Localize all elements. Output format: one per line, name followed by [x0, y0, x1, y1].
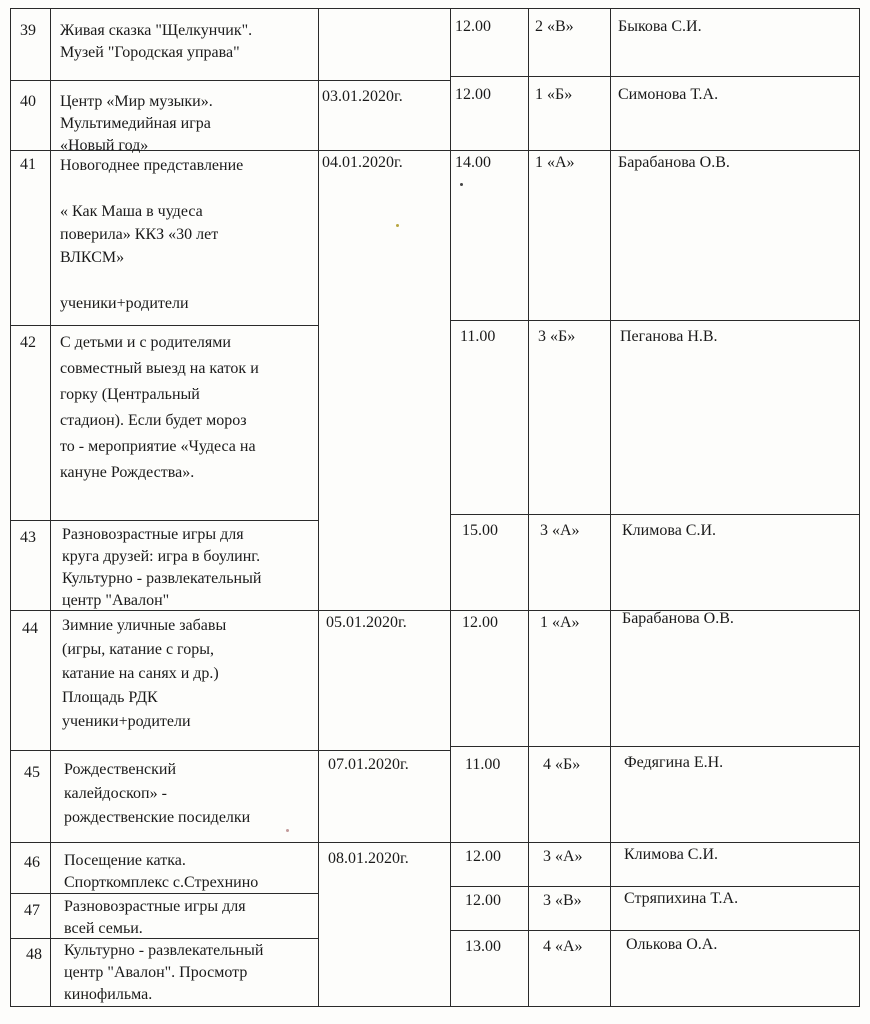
table-line	[528, 8, 529, 1006]
table-line	[10, 8, 11, 1006]
table-line	[450, 514, 860, 515]
event-date: 03.01.2020г.	[322, 88, 403, 105]
teacher-name: Климова С.И.	[622, 522, 717, 539]
row-number: 39	[20, 22, 36, 39]
event-time: 12.00	[455, 86, 491, 103]
table-line	[10, 1006, 860, 1007]
event-time: 11.00	[465, 756, 501, 773]
event-time: 12.00	[465, 892, 501, 909]
table-line	[450, 930, 860, 931]
event-description: Живая сказка "Щелкунчик". Музей "Городская управа"	[60, 22, 253, 61]
event-description: Разновозрастные игры для круга друзей: игра в боулинг. Культурно - развлекательный центр "Авалон"	[62, 526, 262, 609]
event-description: Культурно - развлекательный центр "Авалон". Просмотр кинофильма.	[64, 942, 264, 1003]
table-line	[859, 8, 860, 1006]
table-line	[10, 325, 318, 326]
class-name: 1 «А»	[535, 154, 575, 171]
table-line	[450, 746, 860, 747]
scan-speck	[286, 829, 289, 832]
event-time: 12.00	[465, 848, 501, 865]
event-time: 11.00	[460, 328, 496, 345]
table-line	[50, 8, 51, 1006]
row-number: 48	[26, 946, 42, 963]
teacher-name: Барабанова О.В.	[622, 610, 734, 627]
event-description: Новогоднее представление « Как Маша в чудеса поверила» ККЗ «30 лет ВЛКСМ» ученики+родители	[60, 157, 244, 312]
table-line	[450, 8, 451, 1006]
event-description: Рождественский калейдоскоп» - рождественские посиделки	[64, 761, 251, 826]
class-name: 2 «В»	[535, 18, 574, 35]
table-line	[10, 842, 860, 843]
teacher-name: Симонова Т.А.	[618, 86, 719, 103]
event-date: 07.01.2020г.	[328, 756, 409, 773]
class-name: 3 «В»	[543, 892, 582, 909]
event-date: 08.01.2020г.	[328, 850, 409, 867]
event-description: Посещение катка. Спорткомплекс с.Стрехнино	[64, 852, 259, 891]
row-number: 47	[24, 902, 40, 919]
teacher-name: Климова С.И.	[624, 846, 719, 863]
event-date: 04.01.2020г.	[322, 154, 403, 171]
row-number: 46	[24, 854, 40, 871]
event-date: 05.01.2020г.	[326, 614, 407, 631]
table-line	[450, 320, 860, 321]
table-line	[10, 520, 318, 521]
table-line	[10, 80, 450, 81]
teacher-name: Барабанова О.В.	[618, 154, 730, 171]
row-number: 41	[20, 156, 36, 173]
table-line	[318, 8, 319, 1006]
event-time: 13.00	[465, 938, 501, 955]
event-description: Разновозрастные игры для всей семьи.	[64, 898, 246, 937]
teacher-name: Стряпихина Т.А.	[624, 890, 739, 907]
table-line	[610, 8, 611, 1006]
scan-speck	[396, 224, 399, 227]
row-number: 45	[24, 764, 40, 781]
row-number: 44	[22, 620, 38, 637]
class-name: 4 «Б»	[543, 756, 581, 773]
row-number: 40	[20, 93, 36, 110]
class-name: 3 «А»	[540, 522, 580, 539]
event-time: 12.00	[455, 18, 491, 35]
event-time: 15.00	[462, 522, 498, 539]
row-number: 43	[20, 529, 36, 546]
table-line	[10, 750, 450, 751]
event-description: Центр «Мир музыки». Мультимедийная игра «Новый год»	[60, 93, 213, 154]
event-description: Зимние уличные забавы (игры, катание с горы, катание на санях и др.) Площадь РДК ученики+родители	[62, 617, 227, 730]
class-name: 1 «Б»	[535, 86, 573, 103]
class-name: 1 «А»	[540, 614, 580, 631]
event-description: С детьми и с родителями совместный выезд на каток и горку (Центральный стадион). Если будет мороз то - мероприятие «Чудеса на кануне Рождества».	[60, 334, 259, 481]
table-line	[10, 8, 860, 9]
teacher-name: Олькова О.А.	[626, 936, 718, 953]
table-line	[450, 886, 860, 887]
teacher-name: Быкова С.И.	[618, 18, 702, 35]
scan-speck	[460, 183, 463, 186]
row-number: 42	[20, 334, 36, 351]
class-name: 3 «А»	[543, 848, 583, 865]
class-name: 4 «А»	[543, 938, 583, 955]
teacher-name: Федягина Е.Н.	[624, 754, 724, 771]
event-time: 14.00	[455, 154, 491, 171]
class-name: 3 «Б»	[538, 328, 576, 345]
table-line	[450, 76, 860, 77]
event-time: 12.00	[462, 614, 498, 631]
teacher-name: Пеганова Н.В.	[620, 328, 718, 345]
